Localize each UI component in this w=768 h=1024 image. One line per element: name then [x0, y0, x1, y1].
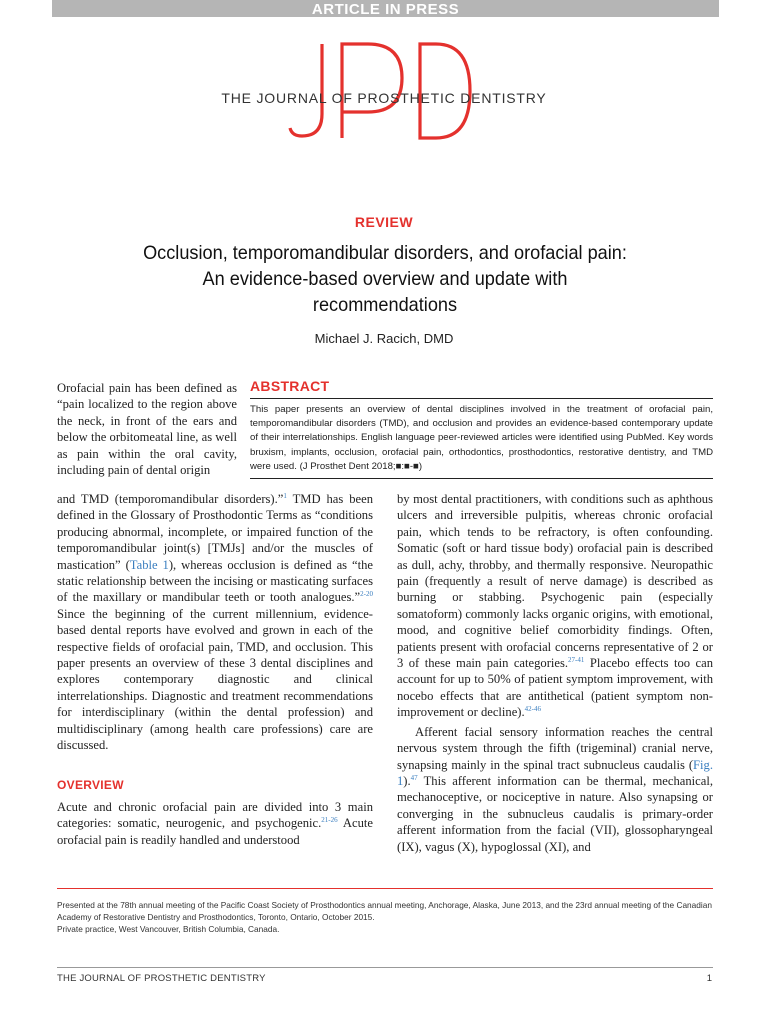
abstract-top-rule	[250, 398, 713, 399]
footnotes	[57, 899, 713, 935]
footnote-presented: Presented at the 78th annual meeting of the Pacific Coast Society of Prosthodontics annual meeting, Anchorage, Alaska, June 2013, and the 23rd annual meeting of the Canadian Academy of Restorative Dentistry and Prosthodontics, Toronto, Ontario, October 2015.	[57, 900, 712, 922]
right-column	[397, 491, 713, 855]
section-label: REVIEW	[354, 214, 414, 230]
table-1-link[interactable]: Table 1	[129, 557, 169, 572]
intro-paragraph: and TMD (temporomandibular disorders).”$^1$ TMD has been defined in the Glossary of Prosthodontic Terms as “conditions producing abnormal, incomplete, or impaired function of the temporomandibular joint(s) [TMJs] and/or the muscles of mastication” (Table 1), whereas occlusion is defined as “the static relationship between the incising or masticating surfaces of the maxillary or mandibular teeth or tooth analogues.”$^{2-20}$ Since the beginning of the current millennium, evidence-based dental reports have evolved and grown in each of the respective fields of orofacial pain, TMD, and occlusion. This paper presents an overview of these 3 dental disciplines and explores contemporary diagnostic and clinical interrelationships. Diagnostic and treatment recommendations for interdisciplinary (within the dental profession) and multidisciplinary (among health care professions) care are discussed.	[57, 491, 373, 753]
overview-heading: OVERVIEW	[57, 778, 124, 792]
citation[interactable]: 47	[410, 773, 418, 782]
title-line: Occlusion, temporomandibular disorders, and orofacial pain:	[143, 242, 627, 264]
body-paragraph: Afferent facial sensory information reaches the central nervous system through the fifth (trigeminal) cranial nerve, synapsing mainly in the spinal tract subnucleus caudalis (Fig. 1).$^{47}$ This afferent information can be thermal, mechanical, mechanoceptive, or nociceptive in nature. Also synapsing or converging in the subnucleus caudalis is primary-order afferent information from the facial (VII), glossopharyngeal (IX), vagus (X), hypoglossal (XI), and	[397, 724, 713, 854]
article-title	[111, 240, 660, 318]
footnote-affiliation: Private practice, West Vancouver, British Columbia, Canada.	[57, 924, 280, 934]
title-line: An evidence-based overview and update with	[202, 268, 568, 290]
citation[interactable]: 27-41	[568, 655, 585, 664]
article-in-press-banner: ARTICLE IN PRESS	[52, 0, 719, 17]
intro-paragraph-top: Orofacial pain has been defined as “pain localized to the region above the neck, in front of the ears and below the orbitomeatal line, as well as pain within the oral cavity, including pain of dental origin	[57, 381, 237, 478]
abstract-text: This paper presents an overview of dental disciplines involved in the treatment of orofacial pain, temporomandibular disorders (TMD), and occlusion and provides an evidence-based contemporary update of their interrelationships. English language peer-reviewed articles were identified using PubMed. Key words bruxism, implants, occlusion, orofacial pain, orthodontics, prosthodontics, restorative dentistry, and TMD were used. (J Prosthet Dent 2018;■:■-■)	[250, 404, 713, 472]
page-number: 1	[706, 973, 712, 984]
figure-1-link[interactable]: Fig. 1	[397, 757, 713, 788]
body-paragraph: by most dental practitioners, with conditions such as aphthous ulcers and irreversible pulpitis, whereas chronic orofacial pain, which tends to be refractory, is often confounding. Somatic (soft or hard tissue body) orofacial pain is described as dull, achy, throbby, and thermally responsive. Neuropathic pain (frequently a result of nerve damage) is described as burning or stabbing. Psychogenic pain (especially somatoform) commonly lacks organic origins, with emotional, mood, and cognitive belief comorbidity findings. Often, patients present with orofacial concerns representative of 2 or 3 of these main pain categories.$^{27-41}$ Placebo effects too can account for up to 50% of patient symptom improvement, with nocebo effects that are antithetical (patient symptom non-improvement or decline).$^{42-46}$	[397, 492, 714, 720]
footer-journal-name: THE JOURNAL OF PROSTHETIC DENTISTRY	[57, 973, 266, 984]
footnote-rule	[57, 888, 713, 889]
overview-paragraph: Acute and chronic orofacial pain are divided into 3 main categories: somatic, neurogenic, and psychogenic.$^{21-26}$ Acute orofacial pain is readily handled and understood	[57, 800, 373, 847]
journal-name-header: THE JOURNAL OF PROSTHETIC DENTISTRY	[221, 90, 547, 106]
citation[interactable]: 2-20	[360, 590, 373, 599]
abstract-heading: ABSTRACT	[250, 378, 330, 394]
author-name: Michael J. Racich, DMD	[314, 331, 454, 346]
citation[interactable]: 1	[283, 491, 287, 500]
title-line: recommendations	[312, 294, 458, 316]
abstract-bottom-rule	[250, 478, 713, 479]
footer-rule	[57, 967, 713, 968]
citation[interactable]: 42-46	[524, 705, 541, 714]
citation[interactable]: 21-26	[321, 816, 338, 825]
